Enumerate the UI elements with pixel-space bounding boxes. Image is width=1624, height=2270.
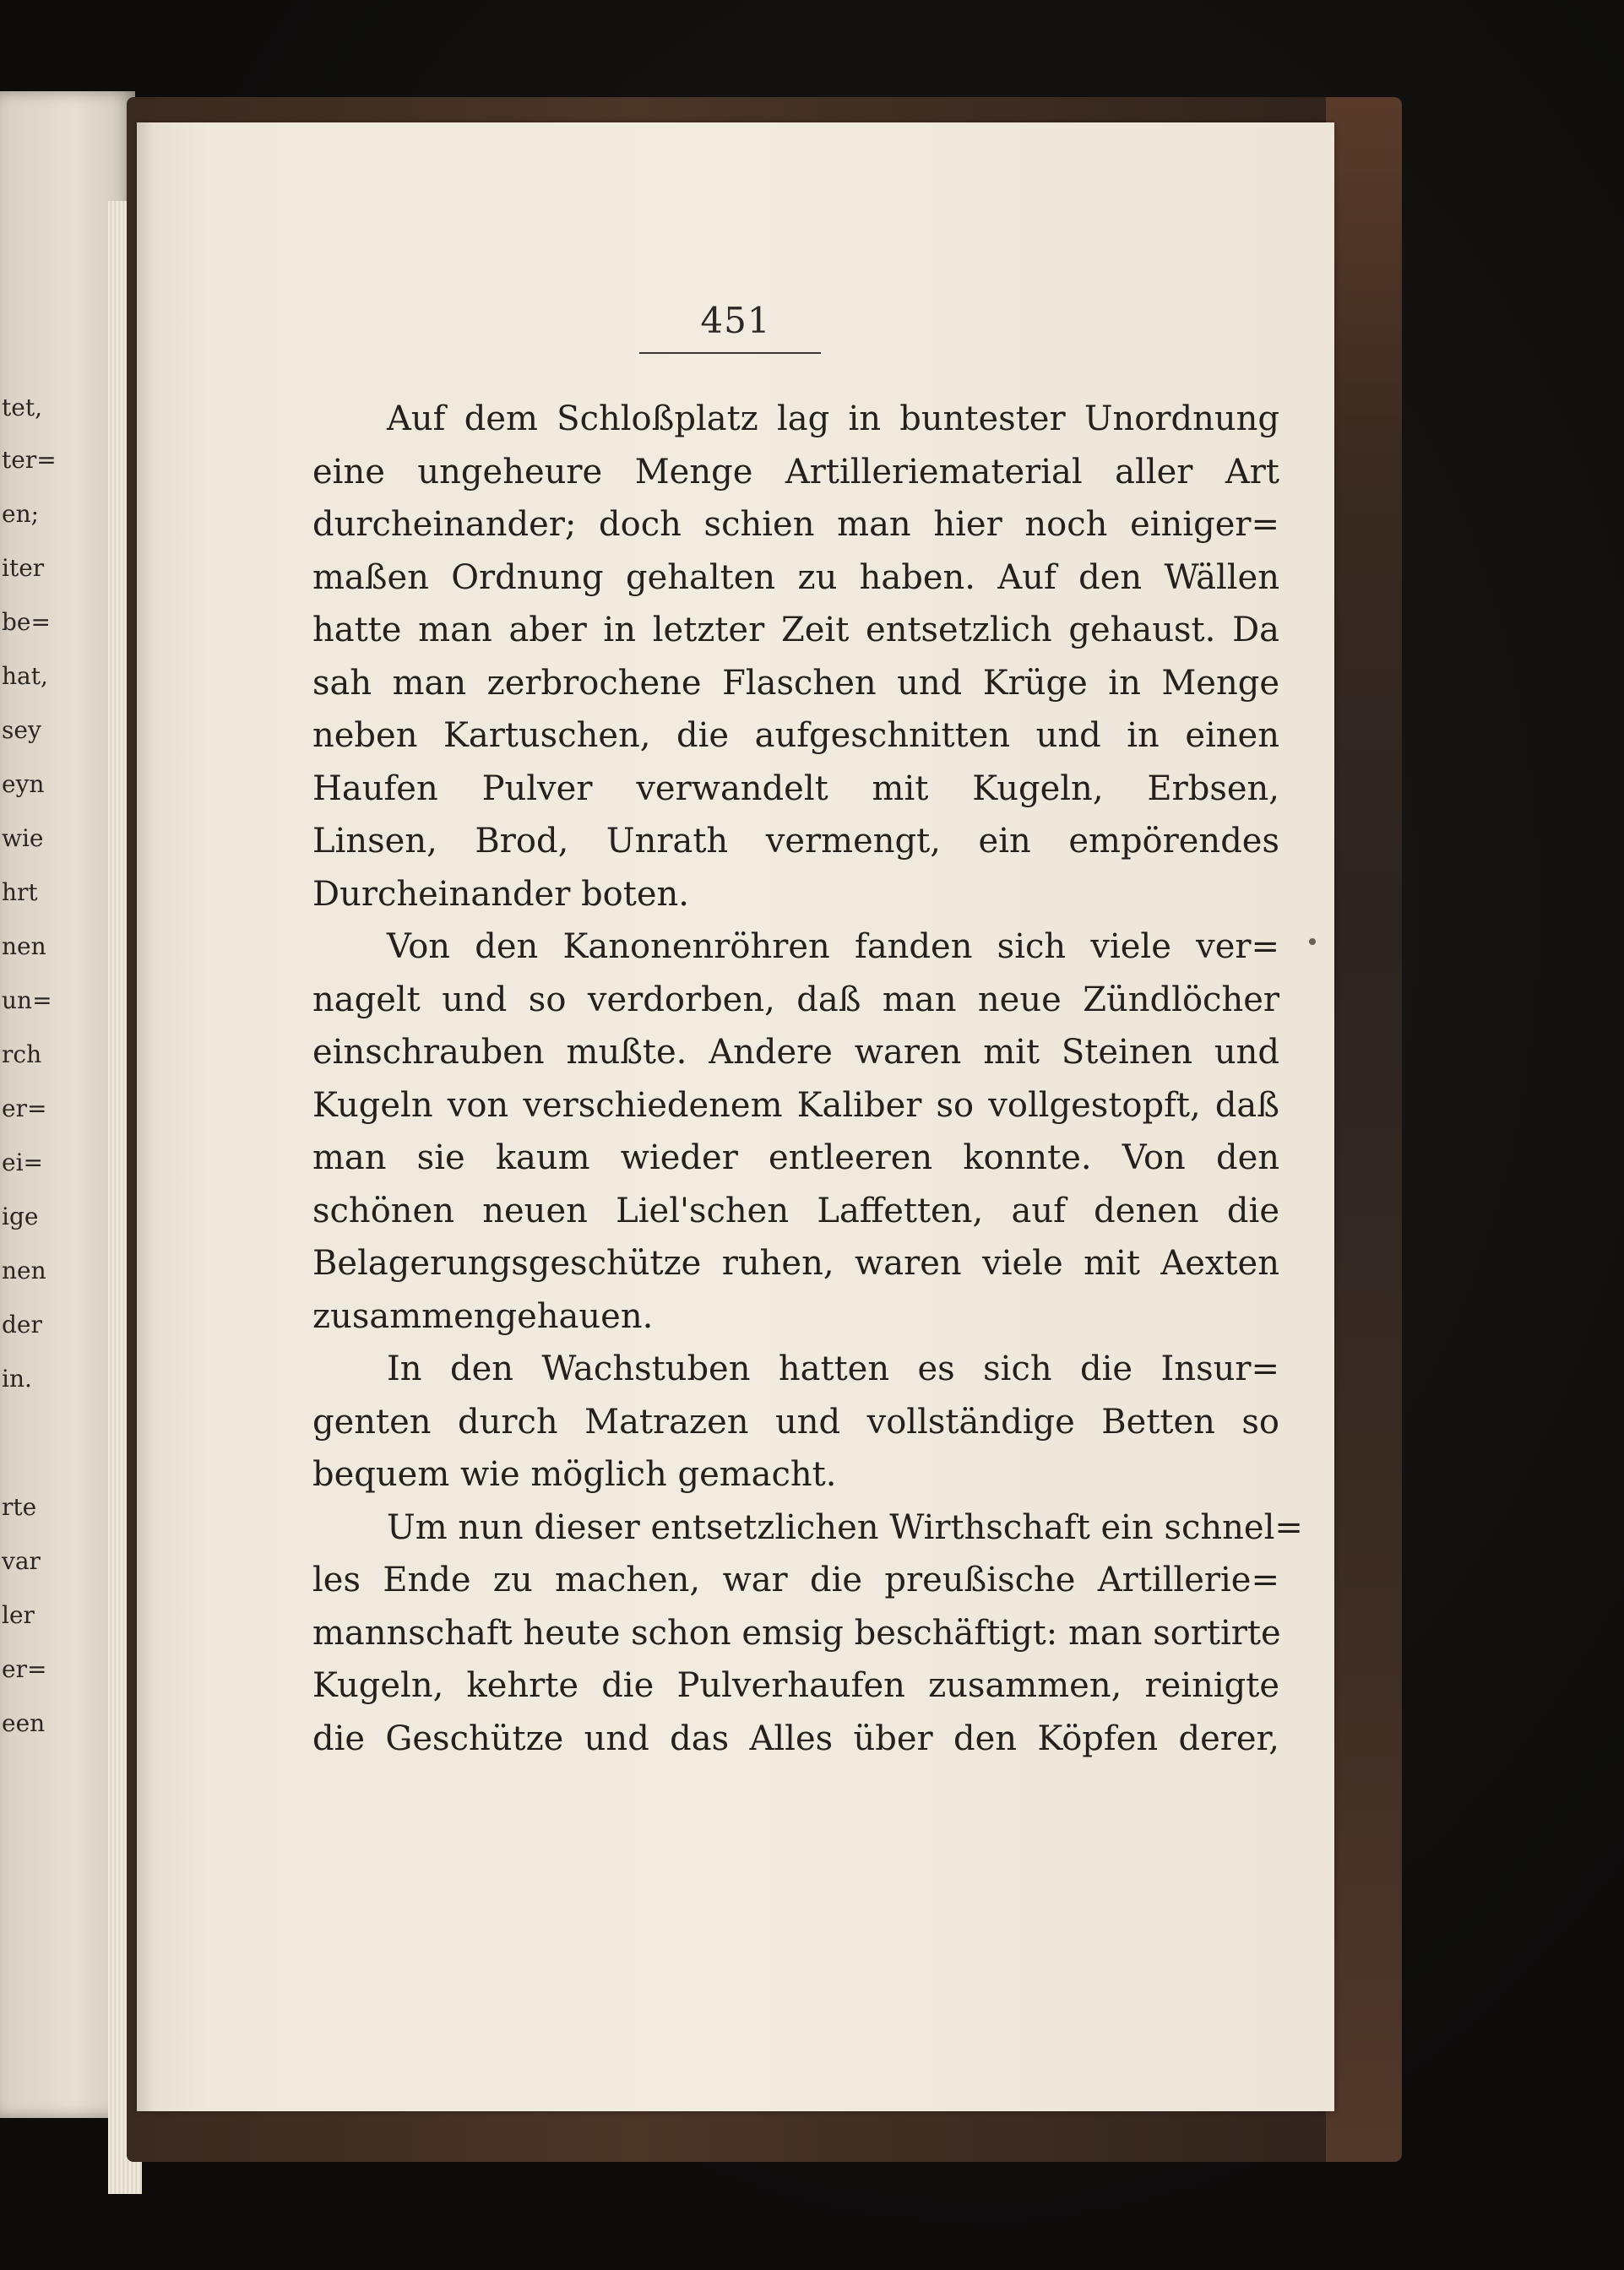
page-number: 451 <box>700 300 771 341</box>
text-line: mannschaft heute schon emsig beschäftigt: man sortirte <box>312 1613 1281 1653</box>
left-fragment: iter <box>2 554 45 582</box>
left-fragment: ler <box>2 1601 35 1629</box>
text-line: hatte man aber in letzter Zeit entsetzlich gehaust. Da <box>312 611 1279 649</box>
left-fragment: tet, <box>2 394 42 421</box>
text-line: man sie kaum wieder entleeren konnte. Von den <box>312 1138 1279 1177</box>
text-line: In den Wachstuben hatten es sich die Insur= <box>387 1350 1279 1388</box>
left-fragment: rte <box>2 1493 37 1521</box>
text-line: einschrauben mußte. Andere waren mit Steinen und <box>312 1033 1279 1072</box>
left-fragment: in. <box>2 1365 32 1393</box>
text-line: sah man zerbrochene Flaschen und Krüge in Menge <box>312 663 1279 703</box>
book-cover-edge <box>1326 97 1402 2162</box>
left-fragment: sey <box>2 716 41 744</box>
left-fragment: var <box>2 1547 41 1575</box>
text-line: Auf dem Schloßplatz lag in buntester Unordnung <box>387 399 1279 438</box>
text-line: schönen neuen Liel'schen Laffetten, auf denen die <box>312 1191 1279 1230</box>
ink-spot <box>1309 938 1316 945</box>
text-line: les Ende zu machen, war die preußische Artillerie= <box>312 1561 1279 1599</box>
left-fragment: er= <box>2 1094 47 1122</box>
text-line: Um nun dieser entsetzlichen Wirthschaft ein schnel= <box>387 1507 1303 1547</box>
text-line: nagelt und so verdorben, daß man neue Zündlöcher <box>312 980 1279 1019</box>
left-fragment: be= <box>2 608 51 636</box>
left-fragment: hat, <box>2 662 48 690</box>
text-line: zusammengehauen. <box>312 1296 654 1336</box>
book-page <box>137 122 1334 2111</box>
left-fragment: nen <box>2 1257 46 1284</box>
left-fragment: un= <box>2 986 52 1014</box>
left-fragment: rch <box>2 1040 42 1068</box>
left-fragment: hrt <box>2 878 38 906</box>
body-text <box>312 393 1303 1765</box>
text-line: eine ungeheure Menge Artilleriematerial aller Art <box>312 452 1279 491</box>
text-line: Belagerungsgeschütze ruhen, waren viele mit Aexten <box>312 1244 1279 1283</box>
text-line: Durcheinander boten. <box>312 874 689 914</box>
left-page <box>0 91 135 2118</box>
left-fragment: der <box>2 1311 42 1339</box>
text-line: die Geschütze und das Alles über den Köpfen derer, <box>312 1719 1279 1758</box>
left-fragment: wie <box>2 824 44 852</box>
left-fragment: ei= <box>2 1149 43 1176</box>
text-line: Kugeln, kehrte die Pulverhaufen zusammen, reinigte <box>312 1666 1279 1705</box>
text-line: durcheinander; doch schien man hier noch einiger= <box>312 505 1279 544</box>
left-fragment: er= <box>2 1655 47 1683</box>
text-line: neben Kartuschen, die aufgeschnitten und in einen <box>312 716 1279 755</box>
left-fragment: eyn <box>2 770 45 798</box>
header-rule <box>639 352 821 354</box>
page-gutter <box>137 122 155 2111</box>
text-line: Von den Kanonenröhren fanden sich viele ver= <box>387 927 1279 966</box>
left-fragment: ter= <box>2 446 57 474</box>
left-fragment: en; <box>2 500 40 528</box>
left-fragment: ige <box>2 1203 39 1230</box>
text-line: bequem wie möglich gemacht. <box>312 1455 837 1494</box>
text-line: maßen Ordnung gehalten zu haben. Auf den Wällen <box>312 557 1279 597</box>
text-line: Haufen Pulver verwandelt mit Kugeln, Erbsen, <box>312 768 1279 808</box>
text-line: Linsen, Brod, Unrath vermengt, ein empörendes <box>312 822 1279 861</box>
left-fragment: nen <box>2 932 46 960</box>
text-line: genten durch Matrazen und vollständige Betten so <box>312 1402 1279 1442</box>
text-line: Kugeln von verschiedenem Kaliber so vollgestopft, daß <box>312 1085 1279 1125</box>
left-fragment: een <box>2 1709 46 1737</box>
